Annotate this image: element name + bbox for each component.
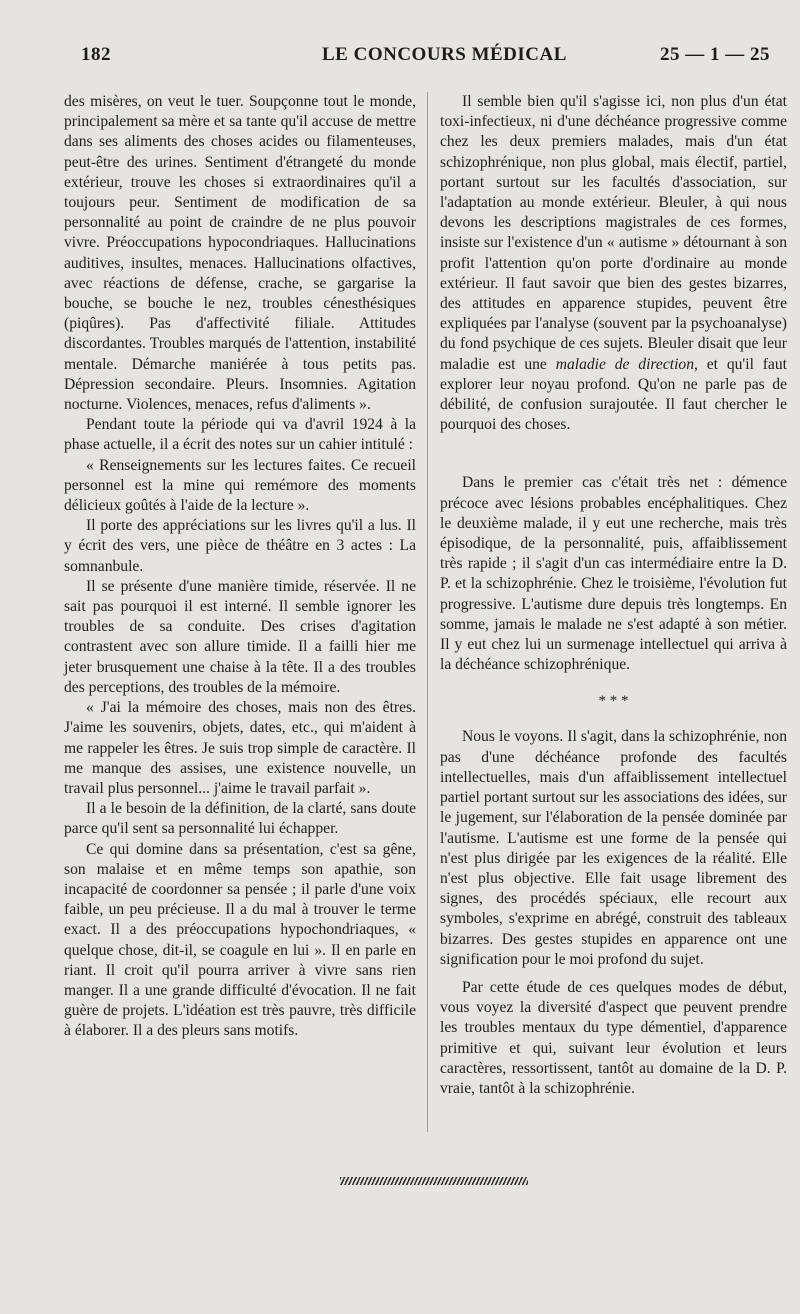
paragraph: Il se présente d'une manière timide, réservée. Il ne sait pas pourquoi il est interné. Il semble ignorer les troubles de sa conduite. Des crises d'agitation contrastent avec son allure timide. Il a failli hier me jeter brusquement une chaise à la tête. Il a des troubles des perceptions, des troubles de la mémoire.	[64, 577, 416, 696]
paragraph: Il porte des appréciations sur les livres qu'il a lus. Il y écrit des vers, une pièce de théâtre en 3 actes : La somnanbule.	[64, 517, 416, 575]
paragraph	[440, 92, 787, 435]
paragraph: Par cette étude de ces quelques modes de début, vous voyez la diversité d'aspect que peuvent prendre les troubles mentaux du type démentiel, d'apparence primitive et qui, suivant leur évolution et leurs caractères, ressortissent, tantôt au domaine de la D. P. vraie, tantôt à la schizophrénie.	[440, 978, 787, 1097]
italic-term: maladie de direction	[555, 355, 695, 373]
page-number: 182	[81, 44, 111, 65]
paragraph: Il a le besoin de la définition, de la clarté, sans doute parce qu'il sent sa personnalité lui échapper.	[64, 800, 416, 838]
quote-paragraph: « J'ai la mémoire des choses, mais non des êtres. J'aime les souvenirs, objets, dates, etc., qui m'aident à me rappeler les êtres. Je suis trop simple de caractère. Il me manque des assises, une existence nouvelle, un travail plus personnel... j'aime le travail parfait ».	[64, 699, 416, 797]
issue-date: 25 — 1 — 25	[660, 44, 770, 65]
paragraph: des misères, on veut le tuer. Soupçonne tout le monde, principalement sa mère et sa tante qu'il accuse de mettre dans ses aliments des choses acides ou filamenteuses, peut-être des urines. Sentiment d'étrangeté du monde extérieur, trouve les choses si extraordinaires qu'il a toujours peur. Sentiment de modification de sa personnalité au point de craindre de ne plus pouvoir vivre. Préoccupations hypocondriaques. Hallucinations auditives, insultes, menaces. Hallucinations olfactives, avec réactions de défense, crache, se gargarise la bouche, se bouche le nez, troubles cénesthésiques (piqûres). Pas d'affectivité filiale. Attitudes discordantes. Troubles marqués de l'attention, instabilité mentale. Démarche maniérée à tous petits pas. Dépression secondaire. Pleurs. Insomnies. Agitation nocturne. Violences, menaces, refus d'aliments ».	[64, 93, 416, 414]
quote-paragraph: « Renseignements sur les lectures faites. Ce recueil personnel est la mine qui remémore des moments délicieux goûtés à l'aide de la lecture ».	[64, 456, 416, 515]
running-header	[64, 44, 770, 74]
left-column	[64, 92, 416, 1042]
section-separator: * * *	[598, 693, 629, 710]
paragraph: Pendant toute la période qui va d'avril 1924 à la phase actuelle, il a écrit des notes sur un cahier intitulé :	[64, 416, 416, 454]
column-divider	[427, 92, 428, 1132]
paragraph: Nous le voyons. Il s'agit, dans la schizophrénie, non pas d'une déchéance profonde des facultés intellectuelles, mais d'un affaiblissement intellectuel partiel portant surtout sur les associations des idées, sur le jugement, sur l'élaboration de la pensée dominée par l'autisme. L'autisme est une forme de la pensée qui n'est plus dirigée par les exigences de la réalité. Elle n'est plus objective. Elle fait usage librement des signes, des procédés spéciaux, elle recourt aux symboles, s'exprime en abrégé, construit des tableaux bizarres. Des gestes stupides en apparence ont une signification pour le moi profond du sujet.	[440, 728, 787, 968]
journal-title: LE CONCOURS MÉDICAL	[322, 44, 567, 65]
text-run: , et qu'il faut explorer leur noyau profond. Qu'on ne parle pas de débilité, de confusion surajoutée. Il faut chercher le pourquoi des choses.	[440, 355, 787, 434]
text-run: Il semble bien qu'il s'agisse ici, non plus d'un état toxi-infectieux, ni d'une déchéance progressive comme chez les deux premiers malades, mais d'un état schizophrénique, non plus global, mais électif, partiel, portant surtout sur les facultés d'association, sur l'adaptation au monde extérieur. Bleuler, à qui nous devons les descriptions magistrales de ces formes, insiste sur l'existence d'un « autisme » détournant à son profit l'attention qu'on porte d'ordinaire au monde extérieur. Il faut savoir que bien des gestes bizarres, des attitudes en apparence stupides, peuvent être expliquées par l'analyse (souvent par la psychoanalyse) du fond psychique de ces sujets. Bleuler disait que leur maladie est une	[440, 93, 787, 373]
end-ornament	[340, 1177, 528, 1185]
right-column	[440, 92, 787, 1099]
paragraph: Ce qui domine dans sa présentation, c'est sa gêne, son malaise et en même temps son apathie, son incapacité de coordonner sa pensée ; il parle d'une voix faible, un peu précieuse. Il a du mal à trouver le terme exact. Il a des préoccupations hypochondriaques, « quelque chose, dit-il, se coagule en lui ». Il en parle en riant. Il croit qu'il pourra arriver à vivre sans rien manger. Il a une grande difficulté d'évocation. Il ne fait guère de projets. L'idéation est très pauvre, très difficile à élaborer. Il a des pleurs sans motifs.	[64, 840, 416, 1040]
paragraph: Dans le premier cas c'était très net : démence précoce avec lésions probables encéphalitiques. Chez le deuxième malade, il y eut une recherche, mais très épisodique, de la personnalité, puis, affaiblissement très rapide ; il s'agit d'un cas intermédiaire entre la D. P. et la schizophrénie. Chez le troisième, l'évolution fut progressive. L'autisme dure depuis très longtemps. En somme, jamais le malade ne s'est adapté à son métier. Il y eut chez lui un surmenage intellectuel qui arriva à la déchéance schizophrénique.	[440, 474, 787, 674]
